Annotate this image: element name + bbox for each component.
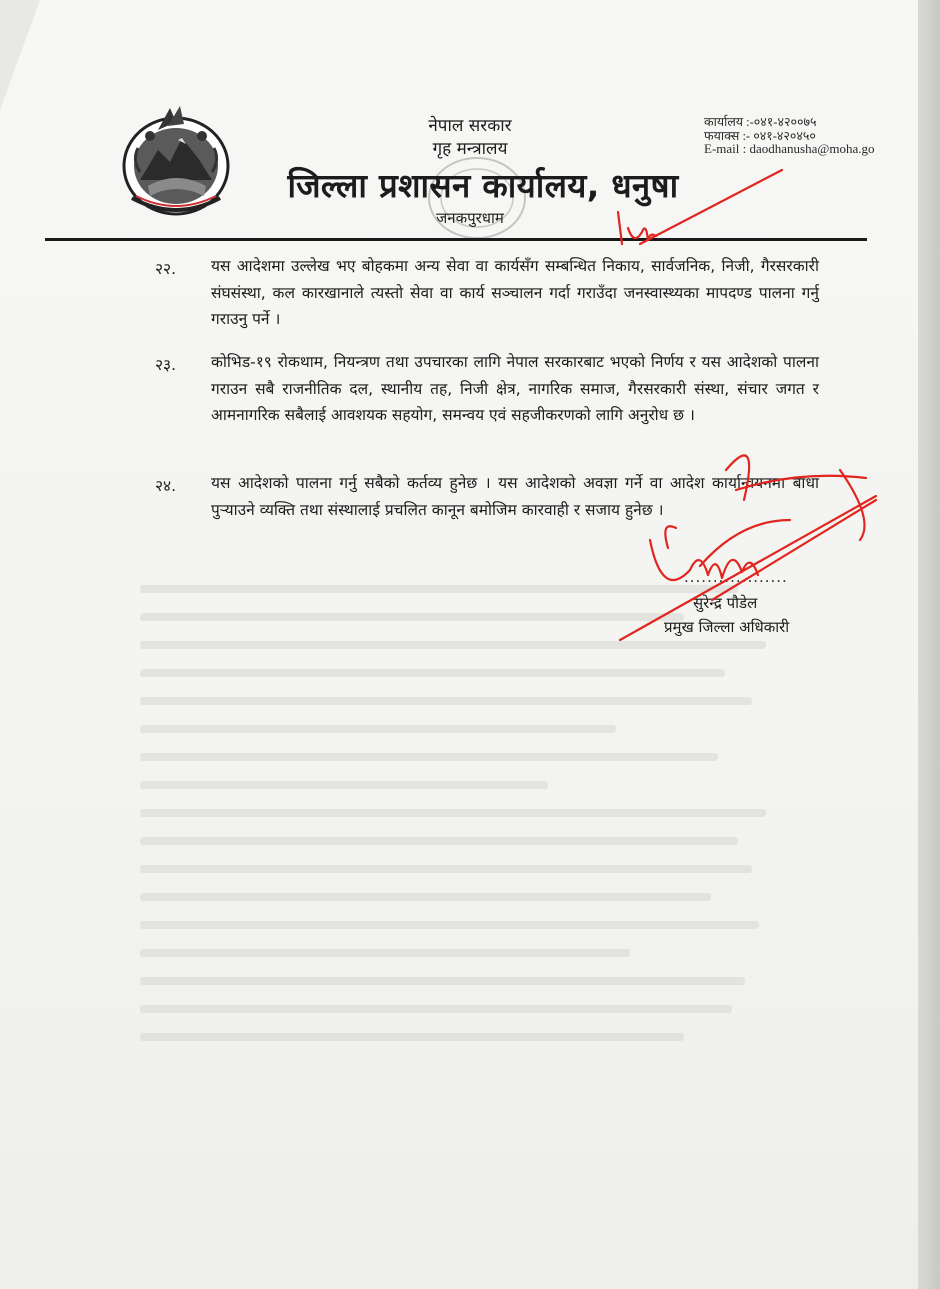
government-heading: नेपाल सरकार [428, 116, 512, 136]
paragraph-number: २४. [155, 477, 177, 495]
page-edge [918, 0, 940, 1289]
signature-line: .................. [684, 568, 788, 586]
signatory-name: सुरेन्द्र पौडेल [693, 594, 758, 612]
office-email: E-mail : daodhanusha@moha.go [704, 141, 875, 156]
header-divider [45, 238, 867, 241]
nepal-emblem-icon [118, 100, 234, 222]
signatory-title: प्रमुख जिल्ला अधिकारी [664, 618, 790, 636]
ministry-heading: गृह मन्त्रालय [432, 139, 508, 159]
office-phone: कार्यालय :-०४१-४२००७५ [704, 115, 817, 129]
paragraph-text: कोभिड-१९ रोकथाम, नियन्त्रण तथा उपचारका लागि नेपाल सरकारबाट भएको निर्णय र यस आदेशको पालना गराउन सबै राजनीतिक दल, स्थानीय तह, निजी क्षेत्र, नागरिक समाज, गैरसरकारी संस्था, संचार जगत र आमनागरिक सबैलाई आवशयक सहयोग, समन्वय एवं सहजीकरणको लागि अनुरोध छ । [211, 353, 819, 424]
folded-corner [0, 0, 40, 110]
office-location: जनकपुरधाम [436, 209, 504, 227]
paragraph-number: २३. [155, 356, 177, 374]
paragraph-number: २२. [155, 260, 177, 278]
paragraph-text: यस आदेशको पालना गर्नु सबैको कर्तव्य हुनेछ । यस आदेशको अवज्ञा गर्ने वा आदेश कार्यान्वयनमा बाधा पुऱ्याउने व्यक्ति तथा संस्थालाई प्रचलित कानून बमोजिम कारवाही र सजाय हुनेछ । [211, 474, 819, 519]
office-fax: फयाक्स :- ०४१-४२०४५० [704, 129, 816, 143]
bleed-through-text [140, 585, 820, 1185]
paragraph-text: यस आदेशमा उल्लेख भए बोहकमा अन्य सेवा वा कार्यसँग सम्बन्धित निकाय, सार्वजनिक, निजी, गैरसरकारी संघसंस्था, कल कारखानाले त्यस्तो सेवा वा कार्य सञ्चालन गर्दा गराउँदा जनस्वास्थ्यका मापदण्ड पालना गर्नु गराउनु पर्ने । [211, 257, 819, 328]
office-title: जिल्ला प्रशासन कार्यालय, धनुषा [287, 166, 679, 205]
